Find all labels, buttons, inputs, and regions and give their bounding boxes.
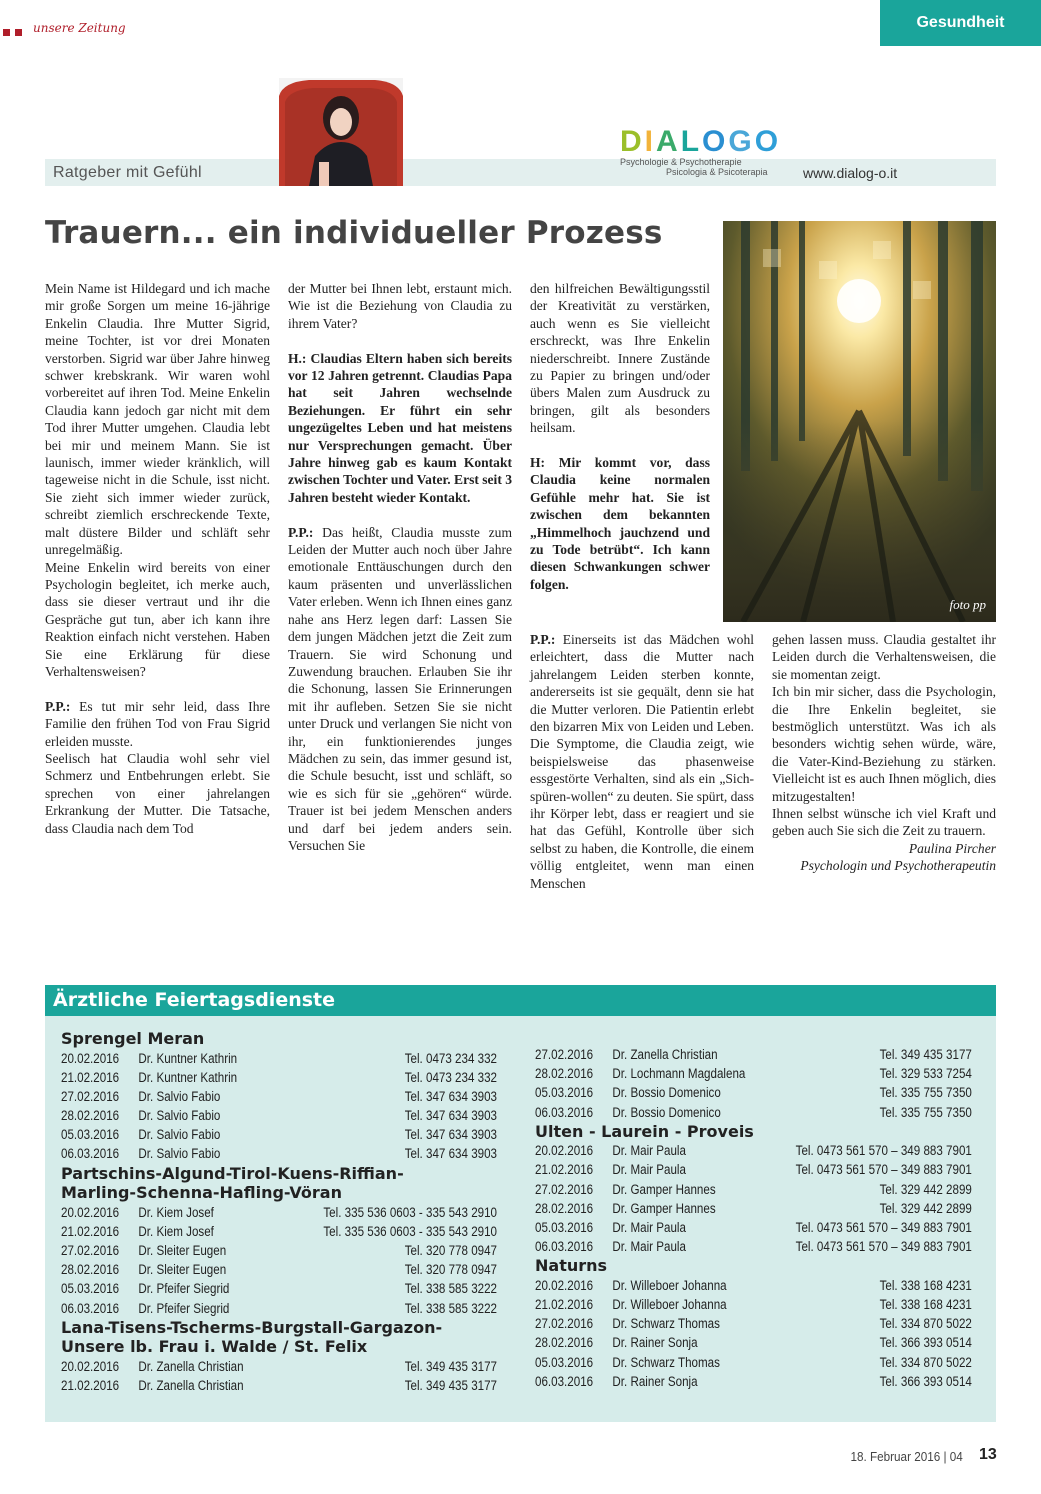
doctor-name: Dr. Kuntner Kathrin [138,1050,238,1066]
doctor-name: Dr. Zanella Christian [612,1047,718,1062]
author-portrait [279,78,403,186]
phone-number: Tel. 329 442 2899 [879,1200,972,1216]
paragraph: der Mutter bei Ihnen lebt, erstaunt mich. Wie ist die Beziehung von Claudia zu ihrem Vater? [288,281,512,331]
duty-date: 28.02.2016 [61,1108,120,1124]
duty-date: 05.03.2016 [61,1127,120,1143]
duty-row [535,1141,972,1160]
duty-row [61,1203,497,1222]
phone-number: Tel. 338 168 4231 [879,1297,972,1313]
website-url[interactable]: www.dialog-o.it [803,165,898,181]
duty-date: 28.02.2016 [535,1200,594,1216]
duty-date: 28.02.2016 [61,1262,120,1278]
services-title: Ärztliche Feiertagsdienste [53,989,336,1011]
duty-row [61,1068,497,1087]
brand-mark-dot [15,29,22,36]
paragraph: Ihnen selbst wünsche ich viel Kraft und geben auch Sie sich die Zeit zu trauern. [772,806,996,839]
region-heading: Partschins-Algund-Tirol-Kuens-Riffian- [61,1163,404,1183]
duty-row [535,1276,972,1295]
phone-number: Tel. 347 634 3903 [404,1146,498,1162]
duty-row [61,1299,497,1318]
duty-row [535,1160,972,1179]
duty-row [61,1125,497,1144]
brand-mark-dot [3,29,10,36]
duty-row [61,1144,497,1163]
duty-row [535,1083,972,1102]
duty-date: 06.03.2016 [535,1239,594,1255]
paragraph: Seelisch hat Claudia wohl sehr viel Schmerz und Entbehrungen erlebt. Sie sprechen von einer jahrelangen Erkrankung der Mutter. Die Tatsache, dass Claudia nach dem Tod [45,750,270,836]
doctor-name: Dr. Salvio Fabio [138,1146,221,1162]
duty-date: 21.02.2016 [61,1377,120,1393]
duty-row [61,1106,497,1125]
duty-date: 21.02.2016 [61,1069,120,1085]
region-heading: Unsere lb. Frau i. Walde / St. Felix [61,1337,368,1357]
duty-row [61,1087,497,1106]
column-title: Ratgeber mit Gefühl [53,164,202,181]
duty-date: 20.02.2016 [61,1204,120,1220]
phone-number: Tel. 334 870 5022 [879,1354,972,1370]
duty-date: 05.03.2016 [535,1085,594,1101]
paragraph: Meine Enkelin wird bereits von einer Psychologin begleitet, ich merke auch, dass sie dieser vertraut und ihr die Gespräche gut tun, aber ich kann ihre Reaktion einfach nicht verstehen. Haben Sie eine Erklärung für diese Verhaltensweisen? [45,559,270,679]
phone-number: Tel. 335 755 7350 [879,1104,972,1120]
duty-date: 28.02.2016 [535,1066,594,1082]
doctor-name: Dr. Bossio Domenico [612,1085,721,1101]
logo-letter: D [620,125,645,158]
paragraph-text: Es tut mir sehr leid, dass Ihre Familie den frühen Tod von Frau Sigrid erleiden musste. [45,698,270,749]
phone-number: Tel. 338 585 3222 [404,1281,498,1297]
phone-number: Tel. 0473 234 332 [404,1069,498,1085]
doctor-name: Dr. Kiem Josef [138,1223,214,1239]
duty-date: 06.03.2016 [535,1104,594,1120]
issue-date: 18. Februar 2016 | 04 [850,1449,963,1464]
duty-row [535,1045,972,1064]
duty-row [535,1295,972,1314]
phone-number: Tel. 335 536 0603 - 335 543 2910 [323,1204,498,1220]
doctor-name: Dr. Pfeifer Siegrid [138,1300,230,1316]
logo-letter: G [728,125,755,158]
duty-date: 06.03.2016 [61,1146,120,1162]
duty-row [61,1049,497,1068]
doctor-name: Dr. Sleiter Eugen [138,1243,227,1258]
duty-row [535,1064,972,1083]
answer-label: P.P.: [530,632,556,647]
duty-row [61,1357,497,1376]
logo-letter: I [644,125,657,158]
duty-date: 27.02.2016 [535,1181,594,1197]
paragraph [530,631,754,892]
services-left-column [61,1029,497,1395]
duty-date: 20.02.2016 [61,1050,120,1066]
doctor-name: Dr. Salvio Fabio [138,1127,221,1143]
paragraph-text: Das heißt, Claudia musste zum Leiden der Mutter auch noch über Jahre emotionale Enttäuschungen durch den kaum präsenten und unverlässlichen Vater erleben. Wenn ich Ihnen eines ganz nahe ans Herz legen darf: Lassen Sie dem jungen Mädchen jetzt die Zeit zum Trauern. Sie wird Schonung und Zuwendung brauchen. Erlauben Sie ihr die Schonung, lassen Sie Erinnerungen mit ihr aufleben. Setzen Sie sie nicht unter Druck und verlangen Sie nicht von ihr, ein funktionierendes junges Mädchen zu sein, das immer gesund ist, die Schule besucht, isst und schläft, so wie es sich für sie „gehören“ würde. Trauer ist bei jedem Menschen anders und darf bei jedem anders sein. Versuchen Sie [288,524,512,853]
phone-number: Tel. 320 778 0947 [404,1262,498,1278]
duty-row [535,1372,972,1391]
phone-number: Tel. 347 634 3903 [404,1108,498,1124]
phone-number: Tel. 0473 561 570 – 349 883 7901 [795,1220,972,1235]
phone-number: Tel. 347 634 3903 [404,1127,498,1143]
phone-number: Tel. 366 393 0514 [879,1373,972,1389]
phone-number: Tel. 347 634 3903 [404,1088,498,1104]
duty-date: 28.02.2016 [535,1335,594,1351]
doctor-name: Dr. Willeboer Johanna [612,1277,727,1293]
doctor-name: Dr. Kuntner Kathrin [138,1069,238,1085]
duty-row [535,1180,972,1199]
section-tab: Gesundheit [880,0,1041,46]
region-heading: Lana-Tisens-Tscherms-Burgstall-Gargazon- [61,1317,443,1337]
duty-date: 05.03.2016 [535,1220,594,1235]
duty-date: 21.02.2016 [535,1162,594,1178]
doctor-name: Dr. Schwarz Thomas [612,1354,720,1370]
duty-row [535,1353,972,1372]
doctor-name: Dr. Salvio Fabio [138,1108,221,1124]
duty-date: 27.02.2016 [535,1316,594,1332]
paragraph: Mein Name ist Hildegard und ich mache mir große Sorgen um meine 16-jährige Enkelin Claudia. Ihre Mutter Sigrid, meine Tochter, ist vor drei Monaten verstorben. Sigrid war über Jahre hinweg schwer krebskrank. Wir waren wohl vorbereitet auf ihren Tod. Meine Enkelin Claudia kann jedoch gar nicht mit dem Tod ihrer Mutter umgehen. Claudia lebt bei mir und meinem Mann. Sie ist launisch, immer wieder kränklich, will tageweise nicht in die Schule, isst nicht. Sie zieht sich immer wieder zurück, schreibt ziemlich erschreckende Texte, malt düstere Bilder und schläft sehr unregelmäßig. [45,281,270,558]
phone-number: Tel. 0473 561 570 – 349 883 7901 [795,1143,972,1159]
duty-date: 27.02.2016 [61,1088,120,1104]
doctor-name: Dr. Sleiter Eugen [138,1262,227,1278]
phone-number: Tel. 338 168 4231 [879,1277,972,1293]
duty-row [535,1237,972,1256]
region-heading: Sprengel Meran [61,1029,205,1048]
doctor-name: Dr. Gamper Hannes [612,1200,716,1216]
duty-date: 27.02.2016 [535,1047,594,1062]
logo-subtitle [620,157,770,177]
doctor-name: Dr. Lochmann Magdalena [612,1066,746,1082]
publication-name: unsere Zeitung [33,21,126,35]
duty-row [61,1222,497,1241]
paragraph [288,524,512,855]
doctor-name: Dr. Mair Paula [612,1162,686,1178]
article-column-2 [288,280,512,854]
phone-number: Tel. 0473 561 570 – 349 883 7901 [795,1162,972,1178]
phone-number: Tel. 320 778 0947 [404,1243,498,1258]
duty-row [535,1333,972,1352]
article-column-3b [530,631,754,892]
phone-number: Tel. 349 435 3177 [404,1358,498,1374]
duty-date: 20.02.2016 [535,1277,594,1293]
logo-subtitle-it: Psicologia & Psicoterapia [666,167,768,177]
doctor-name: Dr. Schwarz Thomas [612,1316,720,1332]
doctor-name: Dr. Mair Paula [612,1239,686,1255]
duty-date: 27.02.2016 [61,1243,120,1258]
phone-number: Tel. 338 585 3222 [404,1300,498,1316]
paragraph-text: Einerseits ist das Mädchen wohl erleichtert, dass die Mutter nach jahrelangem Leiden sterben konnte, andererseits ist sie gequält, denn sie hat die Mutter verloren. Die Patientin erlebt den bizarren Mix von Leiden und Leben. Die Symptome, die Claudia zeigt, wie beispielsweise das phasenweise essgestörte Verhalten, sind als ein „Sich-spüren-wollen“ zu deuten. Sie spürt, dass ihr Körper lebt, dass er reagiert und sie hat das Gefühl, Kontrolle über sich selbst zu haben, die Kontrolle, die einem völlig entgleitet, wenn man einen Menschen [530,632,754,891]
question-paragraph: H.: Claudias Eltern haben sich bereits vor 12 Jahren getrennt. Claudias Papa hat seit Jahren wechselnde Beziehungen. Er führt ein sehr ungezügeltes Leben und hat meistens nur Versprechungen gemacht. Über Jahre hinweg gab es kaum Kontakt zwischen Tochter und Vater. Erst seit 3 Jahren besteht wieder Kontakt. [288,350,512,505]
duty-date: 05.03.2016 [61,1281,120,1297]
page-number: 13 [979,1446,997,1463]
forest-sunlight-photo [723,221,996,622]
phone-number: Tel. 366 393 0514 [879,1335,972,1351]
paragraph [45,698,270,750]
services-right-column [535,1045,972,1391]
doctor-name: Dr. Mair Paula [612,1220,686,1235]
paragraph: den hilfreichen Bewältigungsstil der Kreativität zu verstärken, auch wenn es Sie vielleicht erschreckt, was Ihre Enkelin niederschreibt. Innere Zustände zu Papier zu bringen und/oder übers Malen zum Ausdruck zu bringen, gilt als besonders heilsam. [530,281,710,436]
phone-number: Tel. 329 533 7254 [879,1066,972,1082]
duty-row [61,1376,497,1395]
answer-label: P.P.: [45,698,71,714]
doctor-name: Dr. Salvio Fabio [138,1088,221,1104]
question-paragraph: H: Mir kommt vor, dass Claudia keine normalen Gefühle mehr hat. Sie ist zwischen dem bekannten „Himmelhoch jauchzend und zu Tode betrübt“. Ich kann diesen Schwankungen schwer folgen. [530,455,710,592]
phone-number: Tel. 349 435 3177 [879,1047,972,1062]
region-heading: Ulten - Laurein - Proveis [535,1121,754,1141]
doctor-name: Dr. Pfeifer Siegrid [138,1281,230,1297]
doctor-name: Dr. Willeboer Johanna [612,1297,727,1313]
article-column-1 [45,280,270,837]
phone-number: Tel. 335 755 7350 [879,1085,972,1101]
article-column-3 [530,280,710,593]
paragraph: Ich bin mir sicher, dass die Psychologin, die Ihre Enkelin begleitet, sie bestmöglich unterstützt. Was ich als besonders wichtig sehen würde, wäre, die Vater-Kind-Beziehung zu stärken. Vielleicht ist es auch Ihnen möglich, dies mitzugestalten! [772,684,996,804]
duty-date: 21.02.2016 [61,1223,120,1239]
region-heading: Naturns [535,1256,608,1276]
logo-letter: A [656,125,681,158]
logo-letter: L [680,125,703,158]
duty-date: 06.03.2016 [535,1373,594,1389]
doctor-name: Dr. Gamper Hannes [612,1181,716,1197]
logo-subtitle-de: Psychologie & Psychotherapie [620,157,742,167]
duty-row [535,1314,972,1333]
region-heading: Marling-Schenna-Hafling-Vöran [61,1183,342,1203]
phone-number: Tel. 335 536 0603 - 335 543 2910 [323,1223,498,1239]
photo-credit: foto pp [949,597,986,612]
doctor-name: Dr. Zanella Christian [138,1358,244,1374]
dialogo-logo [620,126,781,158]
article-column-4 [772,631,996,875]
doctor-name: Dr. Mair Paula [612,1143,686,1159]
duty-row [61,1241,497,1260]
logo-letter: O [702,125,729,158]
phone-number: Tel. 334 870 5022 [879,1316,972,1332]
phone-number: Tel. 0473 561 570 – 349 883 7901 [795,1239,972,1255]
duty-date: 06.03.2016 [61,1300,120,1316]
duty-row [535,1199,972,1218]
article-headline: Trauern... ein individueller Prozess [45,215,663,251]
doctor-name: Dr. Bossio Domenico [612,1104,721,1120]
logo-letter: O [754,125,782,158]
duty-row [61,1279,497,1298]
doctor-name: Dr. Rainer Sonja [612,1373,698,1389]
duty-date: 05.03.2016 [535,1354,594,1370]
author-name: Paulina Pircher [908,840,996,856]
duty-date: 20.02.2016 [61,1358,120,1374]
doctor-name: Dr. Kiem Josef [138,1204,214,1220]
duty-date: 20.02.2016 [535,1143,594,1159]
answer-label: P.P.: [288,524,314,540]
author-title: Psychologin und Psychotherapeutin [800,858,996,874]
duty-row [535,1103,972,1122]
duty-row [61,1260,497,1279]
phone-number: Tel. 349 435 3177 [404,1377,498,1393]
paragraph: gehen lassen muss. Claudia gestaltet ihr Leiden durch die Verhaltensweisen, die sie momentan zeigt. [772,632,996,682]
duty-row [535,1218,972,1237]
doctor-name: Dr. Zanella Christian [138,1377,244,1393]
phone-number: Tel. 329 442 2899 [879,1181,972,1197]
phone-number: Tel. 0473 234 332 [404,1050,498,1066]
duty-date: 21.02.2016 [535,1297,594,1313]
doctor-name: Dr. Rainer Sonja [612,1335,698,1351]
